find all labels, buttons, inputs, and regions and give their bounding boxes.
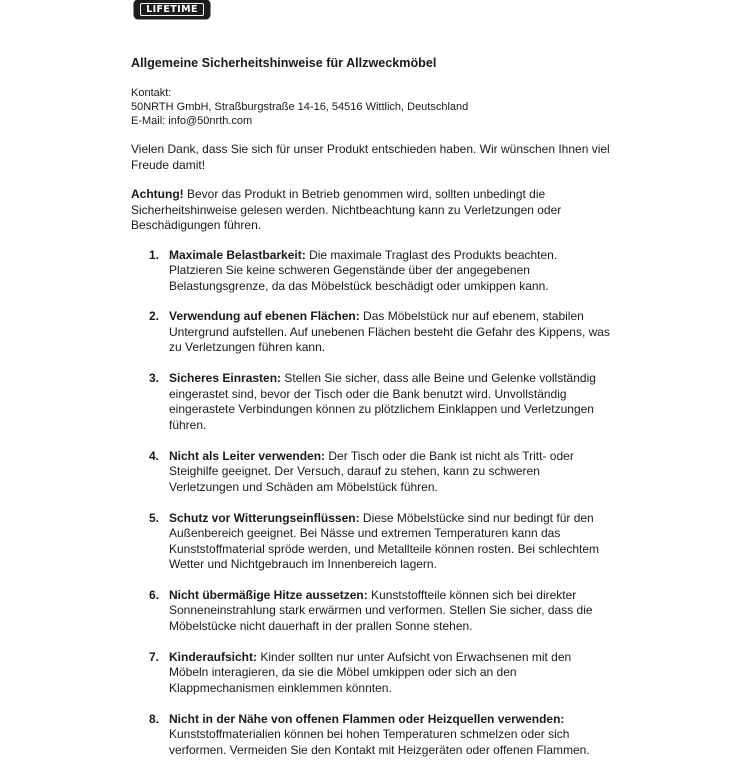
list-item (131, 511, 611, 573)
item-text: Das Möbelstück nur auf ebenem, stabilen Untergrund aufstellen. Auf unebenen Flächen besteht die Gefahr des Kippens, was zu Verletzungen führen kann. (169, 309, 610, 355)
contact-label: Kontakt: (131, 87, 172, 99)
contact-block (131, 86, 611, 128)
item-heading: Nicht in der Nähe von offenen Flammen oder Heizquellen verwenden: (169, 711, 565, 726)
safety-list (131, 248, 611, 759)
lifetime-logo (135, 1, 209, 18)
item-number: 3. (149, 371, 160, 386)
item-text: Die maximale Traglast des Produkts beachten. Platzieren Sie keine schweren Gegenstände über der angegebenen Belastungsgrenze, da das Möbelstück beschädigt oder umkippen kann. (169, 247, 558, 293)
item-heading: Nicht übermäßige Hitze aussetzen: (169, 587, 368, 602)
item-heading: Verwendung auf ebenen Flächen: (169, 309, 360, 324)
list-item (131, 712, 611, 759)
logo-text: LIFETIME (146, 4, 198, 15)
item-heading: Schutz vor Witterungseinflüssen: (169, 510, 360, 525)
item-text: Kinder sollten nur unter Aufsicht von Erwachsenen mit den Möbeln interagieren, da sie die Möbel umkippen oder sich an den Klappmechanismen einklemmen könnten. (169, 649, 572, 695)
document-body (131, 55, 611, 774)
item-text: Kunststoffmaterialien können bei hohen Temperaturen schmelzen oder sich verformen. Vermeiden Sie den Kontakt mit Heizgeräten oder offenen Flammen. (169, 727, 590, 757)
item-number: 2. (149, 309, 160, 324)
list-item (131, 650, 611, 697)
item-text: Kunststoffteile können sich bei direkter Sonneneinstrahlung stark erwärmen und verformen. Stellen Sie sicher, dass die Möbelstücke nicht dauerhaft in der prallen Sonne stehen. (169, 587, 593, 633)
item-heading: Nicht als Leiter verwenden: (169, 448, 326, 463)
item-number: 5. (149, 510, 160, 525)
item-heading: Maximale Belastbarkeit: (169, 247, 306, 262)
warning-lead: Achtung! (131, 187, 184, 201)
warning-text: Bevor das Produkt in Betrieb genommen wird, sollten unbedingt die Sicherheitshinweise gelesen werden. Nichtbeachtung kann zu Verletzungen oder Beschädigungen führen. (131, 187, 562, 232)
thanks-paragraph: Vielen Dank, dass Sie sich für unser Produkt entschieden haben. Wir wünschen Ihnen viel Freude damit! (131, 142, 610, 172)
warning-paragraph (131, 187, 611, 234)
contact-email: E-Mail: info@50nrth.com (131, 115, 253, 127)
item-heading: Kinderaufsicht: (169, 649, 258, 664)
item-number: 4. (149, 448, 160, 463)
list-item (131, 248, 611, 295)
list-item (131, 449, 611, 496)
item-text: Stellen Sie sicher, dass alle Beine und Gelenke vollständig eingerastet sind, bevor der Tisch oder die Bank benutzt wird. Unvollständig eingerastete Verbindungen können zu plötzlichem Einklappen und Verletzungen führen. (169, 371, 596, 432)
item-number: 6. (149, 587, 160, 602)
list-item (131, 309, 611, 356)
item-text: Der Tisch oder die Bank ist nicht als Tritt- oder Steighilfe geeignet. Der Versuch, darauf zu stehen, kann zu schweren Verletzungen und Schäden am Möbelstück führen. (169, 448, 574, 494)
document-title: Allgemeine Sicherheitshinweise für Allzweckmöbel (131, 56, 437, 70)
item-text: Diese Möbelstücke sind nur bedingt für den Außenbereich geeignet. Bei Nässe und extremen Temperaturen kann das Kunststoffmaterial spröde werden, und Metallteile können rosten. Bei schlechtem Wetter und Nichtgebrauch im Innenbereich lagern. (169, 510, 600, 572)
contact-address: 50NRTH GmbH, Straßburgstraße 14-16, 54516 Wittlich, Deutschland (131, 101, 469, 113)
list-item (131, 371, 611, 433)
item-heading: Sicheres Einrasten: (169, 371, 282, 386)
item-number: 8. (149, 711, 160, 726)
logo-border (140, 3, 204, 16)
list-item (131, 588, 611, 635)
item-number: 7. (149, 649, 160, 664)
item-number: 1. (149, 247, 160, 262)
